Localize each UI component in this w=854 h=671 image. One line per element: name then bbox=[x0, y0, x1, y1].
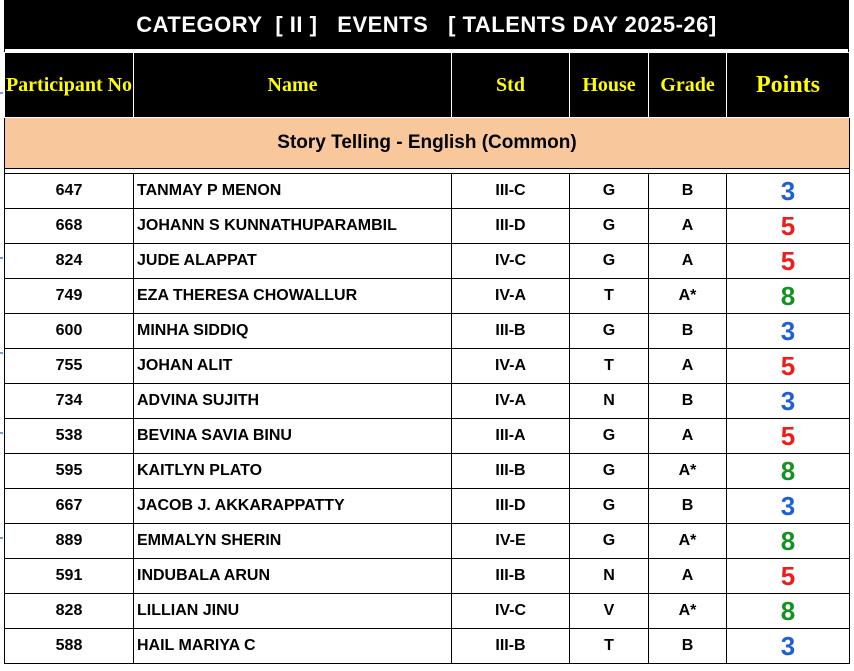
points-cell: 8 bbox=[727, 279, 850, 314]
participant-no-cell: 600 bbox=[5, 314, 134, 349]
std-cell: III-D bbox=[452, 489, 570, 524]
header-points: Points bbox=[727, 53, 850, 118]
std-cell: III-B bbox=[452, 629, 570, 664]
table-row bbox=[5, 209, 850, 244]
points-cell: 3 bbox=[727, 489, 850, 524]
results-sheet bbox=[4, 0, 849, 664]
table-row bbox=[5, 524, 850, 559]
points-cell: 5 bbox=[727, 559, 850, 594]
participant-no-cell: 591 bbox=[5, 559, 134, 594]
name-cell: JOHAN ALIT bbox=[134, 349, 452, 384]
grade-cell: B bbox=[649, 384, 727, 419]
participant-no-cell: 824 bbox=[5, 244, 134, 279]
participant-no-cell: 667 bbox=[5, 489, 134, 524]
name-cell: LILLIAN JINU bbox=[134, 594, 452, 629]
house-cell: N bbox=[570, 559, 649, 594]
points-cell: 3 bbox=[727, 384, 850, 419]
points-cell: 3 bbox=[727, 174, 850, 209]
std-cell: IV-C bbox=[452, 244, 570, 279]
section-row bbox=[5, 118, 850, 169]
participant-no-cell: 889 bbox=[5, 524, 134, 559]
table-row bbox=[5, 594, 850, 629]
points-cell: 3 bbox=[727, 629, 850, 664]
name-cell: BEVINA SAVIA BINU bbox=[134, 419, 452, 454]
house-cell: N bbox=[570, 384, 649, 419]
points-cell: 5 bbox=[727, 209, 850, 244]
participant-no-cell: 734 bbox=[5, 384, 134, 419]
std-cell: III-B bbox=[452, 314, 570, 349]
name-cell: TANMAY P MENON bbox=[134, 174, 452, 209]
name-cell: MINHA SIDDIQ bbox=[134, 314, 452, 349]
std-cell: III-D bbox=[452, 209, 570, 244]
section-title: Story Telling - English (Common) bbox=[5, 118, 850, 169]
grade-cell: A* bbox=[649, 594, 727, 629]
house-cell: T bbox=[570, 349, 649, 384]
results-table bbox=[4, 52, 850, 664]
std-cell: IV-A bbox=[452, 384, 570, 419]
header-std: Std bbox=[452, 53, 570, 118]
header-name: Name bbox=[134, 53, 452, 118]
table-row bbox=[5, 629, 850, 664]
house-cell: G bbox=[570, 174, 649, 209]
name-cell: HAIL MARIYA C bbox=[134, 629, 452, 664]
grade-cell: B bbox=[649, 174, 727, 209]
grade-cell: A bbox=[649, 559, 727, 594]
table-row bbox=[5, 454, 850, 489]
std-cell: III-A bbox=[452, 419, 570, 454]
name-cell: JOHANN S KUNNATHUPARAMBIL bbox=[134, 209, 452, 244]
points-cell: 8 bbox=[727, 454, 850, 489]
header-grade: Grade bbox=[649, 53, 727, 118]
house-cell: G bbox=[570, 524, 649, 559]
points-cell: 3 bbox=[727, 314, 850, 349]
grade-cell: B bbox=[649, 629, 727, 664]
house-cell: G bbox=[570, 419, 649, 454]
participant-no-cell: 588 bbox=[5, 629, 134, 664]
header-row bbox=[5, 53, 850, 118]
header-house: House bbox=[570, 53, 649, 118]
std-cell: III-C bbox=[452, 174, 570, 209]
name-cell: INDUBALA ARUN bbox=[134, 559, 452, 594]
result-rows bbox=[5, 174, 850, 664]
grade-cell: A bbox=[649, 349, 727, 384]
table-row bbox=[5, 384, 850, 419]
house-cell: T bbox=[570, 279, 649, 314]
std-cell: IV-C bbox=[452, 594, 570, 629]
points-cell: 8 bbox=[727, 594, 850, 629]
std-cell: IV-E bbox=[452, 524, 570, 559]
house-cell: V bbox=[570, 594, 649, 629]
points-cell: 5 bbox=[727, 349, 850, 384]
std-cell: IV-A bbox=[452, 349, 570, 384]
grade-cell: B bbox=[649, 314, 727, 349]
points-cell: 5 bbox=[727, 244, 850, 279]
table-row bbox=[5, 279, 850, 314]
std-cell: IV-A bbox=[452, 279, 570, 314]
points-cell: 5 bbox=[727, 419, 850, 454]
name-cell: EZA THERESA CHOWALLUR bbox=[134, 279, 452, 314]
name-cell: EMMALYN SHERIN bbox=[134, 524, 452, 559]
header-participant-no: Participant No bbox=[5, 53, 134, 118]
name-cell: JACOB J. AKKARAPPATTY bbox=[134, 489, 452, 524]
table-row bbox=[5, 174, 850, 209]
std-cell: III-B bbox=[452, 559, 570, 594]
table-row bbox=[5, 559, 850, 594]
participant-no-cell: 595 bbox=[5, 454, 134, 489]
sheet-title: CATEGORY [ II ] EVENTS [ TALENTS DAY 2025-26] bbox=[4, 0, 849, 49]
name-cell: KAITLYN PLATO bbox=[134, 454, 452, 489]
name-cell: ADVINA SUJITH bbox=[134, 384, 452, 419]
table-row bbox=[5, 349, 850, 384]
grade-cell: A* bbox=[649, 454, 727, 489]
grade-cell: A* bbox=[649, 279, 727, 314]
grade-cell: A bbox=[649, 244, 727, 279]
house-cell: G bbox=[570, 314, 649, 349]
house-cell: G bbox=[570, 244, 649, 279]
participant-no-cell: 538 bbox=[5, 419, 134, 454]
std-cell: III-B bbox=[452, 454, 570, 489]
name-cell: JUDE ALAPPAT bbox=[134, 244, 452, 279]
participant-no-cell: 755 bbox=[5, 349, 134, 384]
house-cell: G bbox=[570, 209, 649, 244]
table-row bbox=[5, 489, 850, 524]
house-cell: G bbox=[570, 454, 649, 489]
house-cell: G bbox=[570, 489, 649, 524]
grade-cell: A* bbox=[649, 524, 727, 559]
table-row bbox=[5, 244, 850, 279]
participant-no-cell: 668 bbox=[5, 209, 134, 244]
grade-cell: B bbox=[649, 489, 727, 524]
house-cell: T bbox=[570, 629, 649, 664]
points-cell: 8 bbox=[727, 524, 850, 559]
table-row bbox=[5, 314, 850, 349]
left-edge-marks bbox=[0, 0, 3, 671]
table-row bbox=[5, 419, 850, 454]
participant-no-cell: 749 bbox=[5, 279, 134, 314]
participant-no-cell: 647 bbox=[5, 174, 134, 209]
grade-cell: A bbox=[649, 419, 727, 454]
participant-no-cell: 828 bbox=[5, 594, 134, 629]
grade-cell: A bbox=[649, 209, 727, 244]
